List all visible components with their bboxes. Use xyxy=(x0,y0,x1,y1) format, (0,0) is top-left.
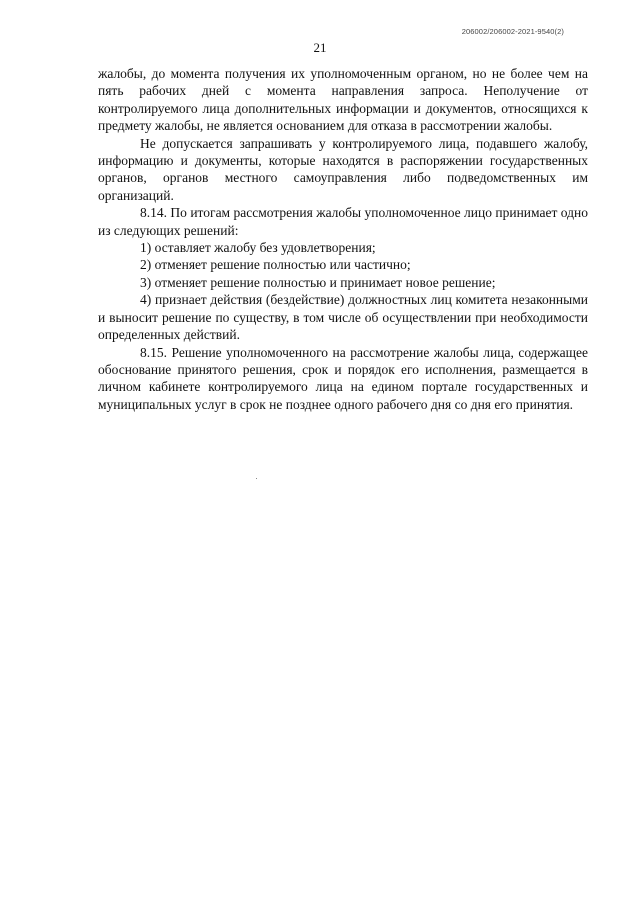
document-body xyxy=(98,65,588,413)
paragraph-continuation: жалобы, до момента получения их уполномоченным органом, но не более чем на пять рабочих дней с момента направления запроса. Неполучение от контролируемого лица дополнительных информации и документов, относящихся к предмету жалобы, не является основанием для отказа в рассмотрении жалобы. xyxy=(98,66,588,134)
paragraph-restriction: Не допускается запрашивать у контролируемого лица, подавшего жалобу, информацию и документы, которые находятся в распоряжении государственных органов, органов местного самоуправления либо подведомственных им организаций. xyxy=(98,135,588,203)
decision-item-4: 4) признает действия (бездействие) должностных лиц комитета незаконными и выносит решение по существу, в том числе об осуществлении при необходимости определенных действий. xyxy=(98,292,588,343)
page-number: 21 xyxy=(313,40,327,55)
decision-item-3: 3) отменяет решение полностью и принимает новое решение; xyxy=(140,274,496,290)
document-registration-number: 206002/206002-2021-9540(2) xyxy=(461,27,564,36)
decision-item-1: 1) оставляет жалобу без удовлетворения; xyxy=(140,240,376,256)
paragraph-8-15: 8.15. Решение уполномоченного на рассмотрение жалобы лица, содержащее обоснование принятого решения, срок и порядок его исполнения, размещается в личном кабинете контролируемого лица на едином портале государственных и муниципальных услуг в срок не позднее одного рабочего дня со дня его принятия. xyxy=(98,344,588,412)
paragraph-8-14: 8.14. По итогам рассмотрения жалобы уполномоченное лицо принимает одно из следующих решений: xyxy=(98,205,588,238)
decision-item-2: 2) отменяет решение полностью или частично; xyxy=(140,257,411,273)
scan-speck xyxy=(256,478,257,479)
